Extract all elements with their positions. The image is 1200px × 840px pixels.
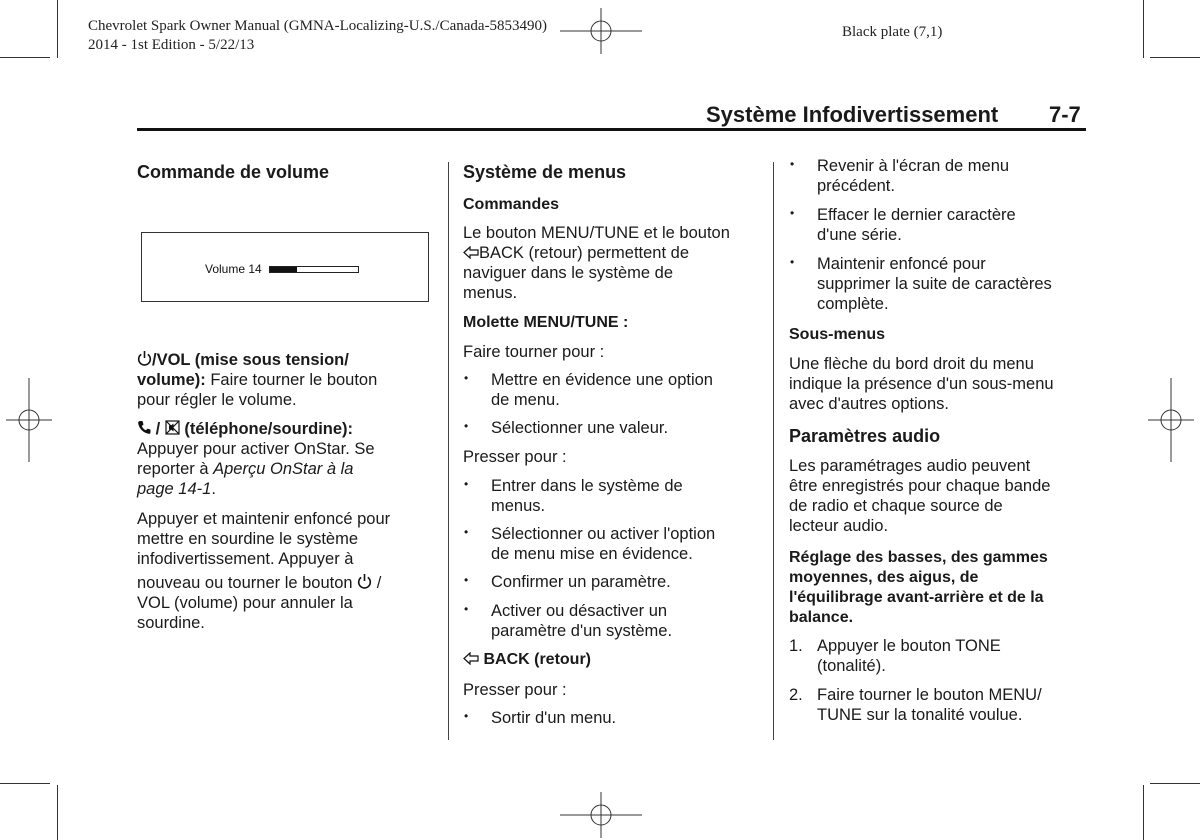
step-line: Appuyer le bouton TONE <box>817 637 1001 655</box>
menu-intro-line-3: naviguer dans le système de <box>463 264 674 282</box>
bullet-dot: • <box>464 371 469 385</box>
power-vol-paragraph <box>137 350 437 410</box>
bullet-dot: • <box>790 255 795 269</box>
paragraph-line: être enregistrés pour chaque bande <box>789 477 1051 495</box>
phone-mute-term: (téléphone/sourdine): <box>179 420 354 438</box>
list-item-line: de menu mise en évidence. <box>491 545 693 563</box>
list-item-line: d'une série. <box>817 226 902 244</box>
step-number: 1. <box>789 637 803 655</box>
crop-mark <box>0 57 50 58</box>
mute-line-4-end: / <box>372 574 382 592</box>
menu-intro-line-4: menus. <box>463 284 518 302</box>
volume-heading: Commande de volume <box>137 162 330 182</box>
menu-intro-line-1: Le bouton MENU/TUNE et le bouton <box>463 224 730 242</box>
bullet-dot: • <box>464 477 469 491</box>
list-item-line: Sélectionner ou activer l'option <box>491 525 716 543</box>
phone-mute-line-3a: reporter à <box>137 460 214 478</box>
step-line: TUNE sur la tonalité voulue. <box>817 706 1023 724</box>
list-item <box>491 476 683 516</box>
audio-settings-heading: Paramètres audio <box>789 426 941 446</box>
list-item-line: Sélectionner une valeur. <box>491 419 669 437</box>
list-item-line: paramètre d'un système. <box>491 622 673 640</box>
paragraph-line: indique la présence d'un sous-menu <box>789 375 1054 393</box>
paragraph-line: de radio et chaque source de <box>789 497 1003 515</box>
bullet-dot: • <box>464 525 469 539</box>
list-item-line: Revenir à l'écran de menu <box>817 157 1010 175</box>
onstar-reference: Aperçu OnStar à la <box>213 460 354 478</box>
crop-mark <box>0 783 50 784</box>
volume-bar <box>269 266 359 273</box>
power-icon <box>137 350 152 366</box>
section-title: Système Infodivertissement <box>706 102 999 127</box>
paragraph-line: avec d'autres options. <box>789 395 949 413</box>
registration-mark <box>560 8 642 54</box>
audio-paragraph <box>789 456 1050 536</box>
volume-bar-fill <box>270 267 297 272</box>
bullet-dot: • <box>790 157 795 171</box>
subheading-line: moyennes, des aigus, de <box>789 569 979 586</box>
power-vol-term-b: volume): <box>137 371 206 389</box>
list-item-line: Confirmer un paramètre. <box>491 573 671 591</box>
bullet-dot: • <box>464 419 469 433</box>
crop-mark <box>1143 785 1144 840</box>
step-line: (tonalité). <box>817 657 886 675</box>
bass-settings-subheading <box>789 548 1048 628</box>
mute-icon <box>165 420 180 435</box>
list-item-line: Entrer dans le système de <box>491 477 683 495</box>
phone-mute-line-2: Appuyer pour activer OnStar. Se <box>137 440 375 458</box>
list-item <box>491 370 713 410</box>
back-arrow-icon <box>463 652 479 665</box>
volume-display <box>141 232 429 302</box>
power-vol-text: Faire tourner le bouton <box>205 371 378 389</box>
submenus-paragraph <box>789 354 1054 414</box>
list-item-line: Maintenir enfoncé pour <box>817 255 986 273</box>
mute-line-1: Appuyer et maintenir enfoncé pour <box>137 510 391 528</box>
list-item <box>817 254 1052 314</box>
knob-subheading: Molette MENU/TUNE : <box>463 314 629 331</box>
back-arrow-icon <box>463 246 479 259</box>
paragraph-line: Une flèche du bord droit du menu <box>789 355 1034 373</box>
subheading-line: Réglage des basses, des gammes <box>789 549 1048 566</box>
volume-label: Volume 14 <box>205 262 262 276</box>
mute-line-2: mettre en sourdine le système <box>137 530 359 548</box>
step-text <box>817 685 1042 725</box>
crop-mark <box>57 0 58 58</box>
registration-mark <box>560 792 642 838</box>
list-item-line: Mettre en évidence une option <box>491 371 713 389</box>
phone-icon <box>137 420 151 435</box>
period: . <box>211 480 216 498</box>
list-item-line: supprimer la suite de caractères <box>817 275 1052 293</box>
mute-line-4: nouveau ou tourner le bouton <box>137 574 358 592</box>
menu-intro <box>463 223 768 303</box>
print-header-line-1: Chevrolet Spark Owner Manual (GMNA-Localizing-U.S./Canada-5853490) <box>88 18 548 34</box>
menu-intro-line-2: BACK (retour) permettent de <box>479 244 690 262</box>
back-subheading-label: BACK (retour) <box>483 651 591 668</box>
list-item <box>817 205 1016 245</box>
list-item <box>491 601 672 641</box>
turn-label: Faire tourner pour : <box>463 343 605 361</box>
step-number: 2. <box>789 686 803 704</box>
back-subheading <box>463 650 591 670</box>
list-item <box>491 708 616 728</box>
press-label-2: Presser pour : <box>463 681 567 699</box>
list-item-line: précédent. <box>817 177 895 195</box>
page-reference: page 14-1 <box>137 480 212 498</box>
list-item-line: complète. <box>817 295 889 313</box>
list-item <box>491 524 715 564</box>
list-item <box>491 572 671 592</box>
registration-mark <box>0 378 58 462</box>
header-rule <box>137 128 1086 131</box>
mute-line-3: infodivertissement. Appuyer à <box>137 550 354 568</box>
bullet-dot: • <box>464 602 469 616</box>
list-item <box>817 156 1009 196</box>
bullet-dot: • <box>790 206 795 220</box>
mute-paragraph <box>137 509 437 633</box>
power-icon <box>357 573 372 589</box>
list-item <box>491 418 668 438</box>
press-label: Presser pour : <box>463 448 567 466</box>
menu-system-heading: Système de menus <box>463 162 627 182</box>
list-item-line: Sortir d'un menu. <box>491 709 617 727</box>
column-separator <box>448 162 449 740</box>
list-item-line: Activer ou désactiver un <box>491 602 668 620</box>
phone-mute-separator: / <box>155 420 161 438</box>
print-header-line-2: 2014 - 1st Edition - 5/22/13 <box>88 37 255 53</box>
list-item-line: Effacer le dernier caractère <box>817 206 1016 224</box>
crop-mark <box>1150 57 1200 58</box>
subheading-line: balance. <box>789 609 854 626</box>
crop-mark <box>1150 783 1200 784</box>
crop-mark <box>1143 0 1144 58</box>
power-vol-term: /VOL (mise sous tension/ <box>152 351 349 369</box>
power-vol-text-2: pour régler le volume. <box>137 391 297 409</box>
list-item-line: menus. <box>491 497 546 515</box>
paragraph-line: Les paramétrages audio peuvent <box>789 457 1031 475</box>
phone-mute-paragraph <box>137 419 437 499</box>
registration-mark <box>1142 378 1200 462</box>
step-line: Faire tourner le bouton MENU/ <box>817 686 1042 704</box>
crop-mark <box>57 785 58 840</box>
column-separator <box>773 162 774 740</box>
subheading-line: l'équilibrage avant-arrière et de la <box>789 589 1044 606</box>
print-plate: Black plate (7,1) <box>842 24 943 40</box>
page-number: 7-7 <box>1049 102 1081 127</box>
step-text <box>817 636 1001 676</box>
list-item-line: de menu. <box>491 391 560 409</box>
commands-subheading: Commandes <box>463 196 560 213</box>
mute-line-6: sourdine. <box>137 614 205 632</box>
paragraph-line: lecteur audio. <box>789 517 889 535</box>
bullet-dot: • <box>464 709 469 723</box>
submenus-subheading: Sous-menus <box>789 326 886 343</box>
bullet-dot: • <box>464 573 469 587</box>
mute-line-5: VOL (volume) pour annuler la <box>137 594 353 612</box>
